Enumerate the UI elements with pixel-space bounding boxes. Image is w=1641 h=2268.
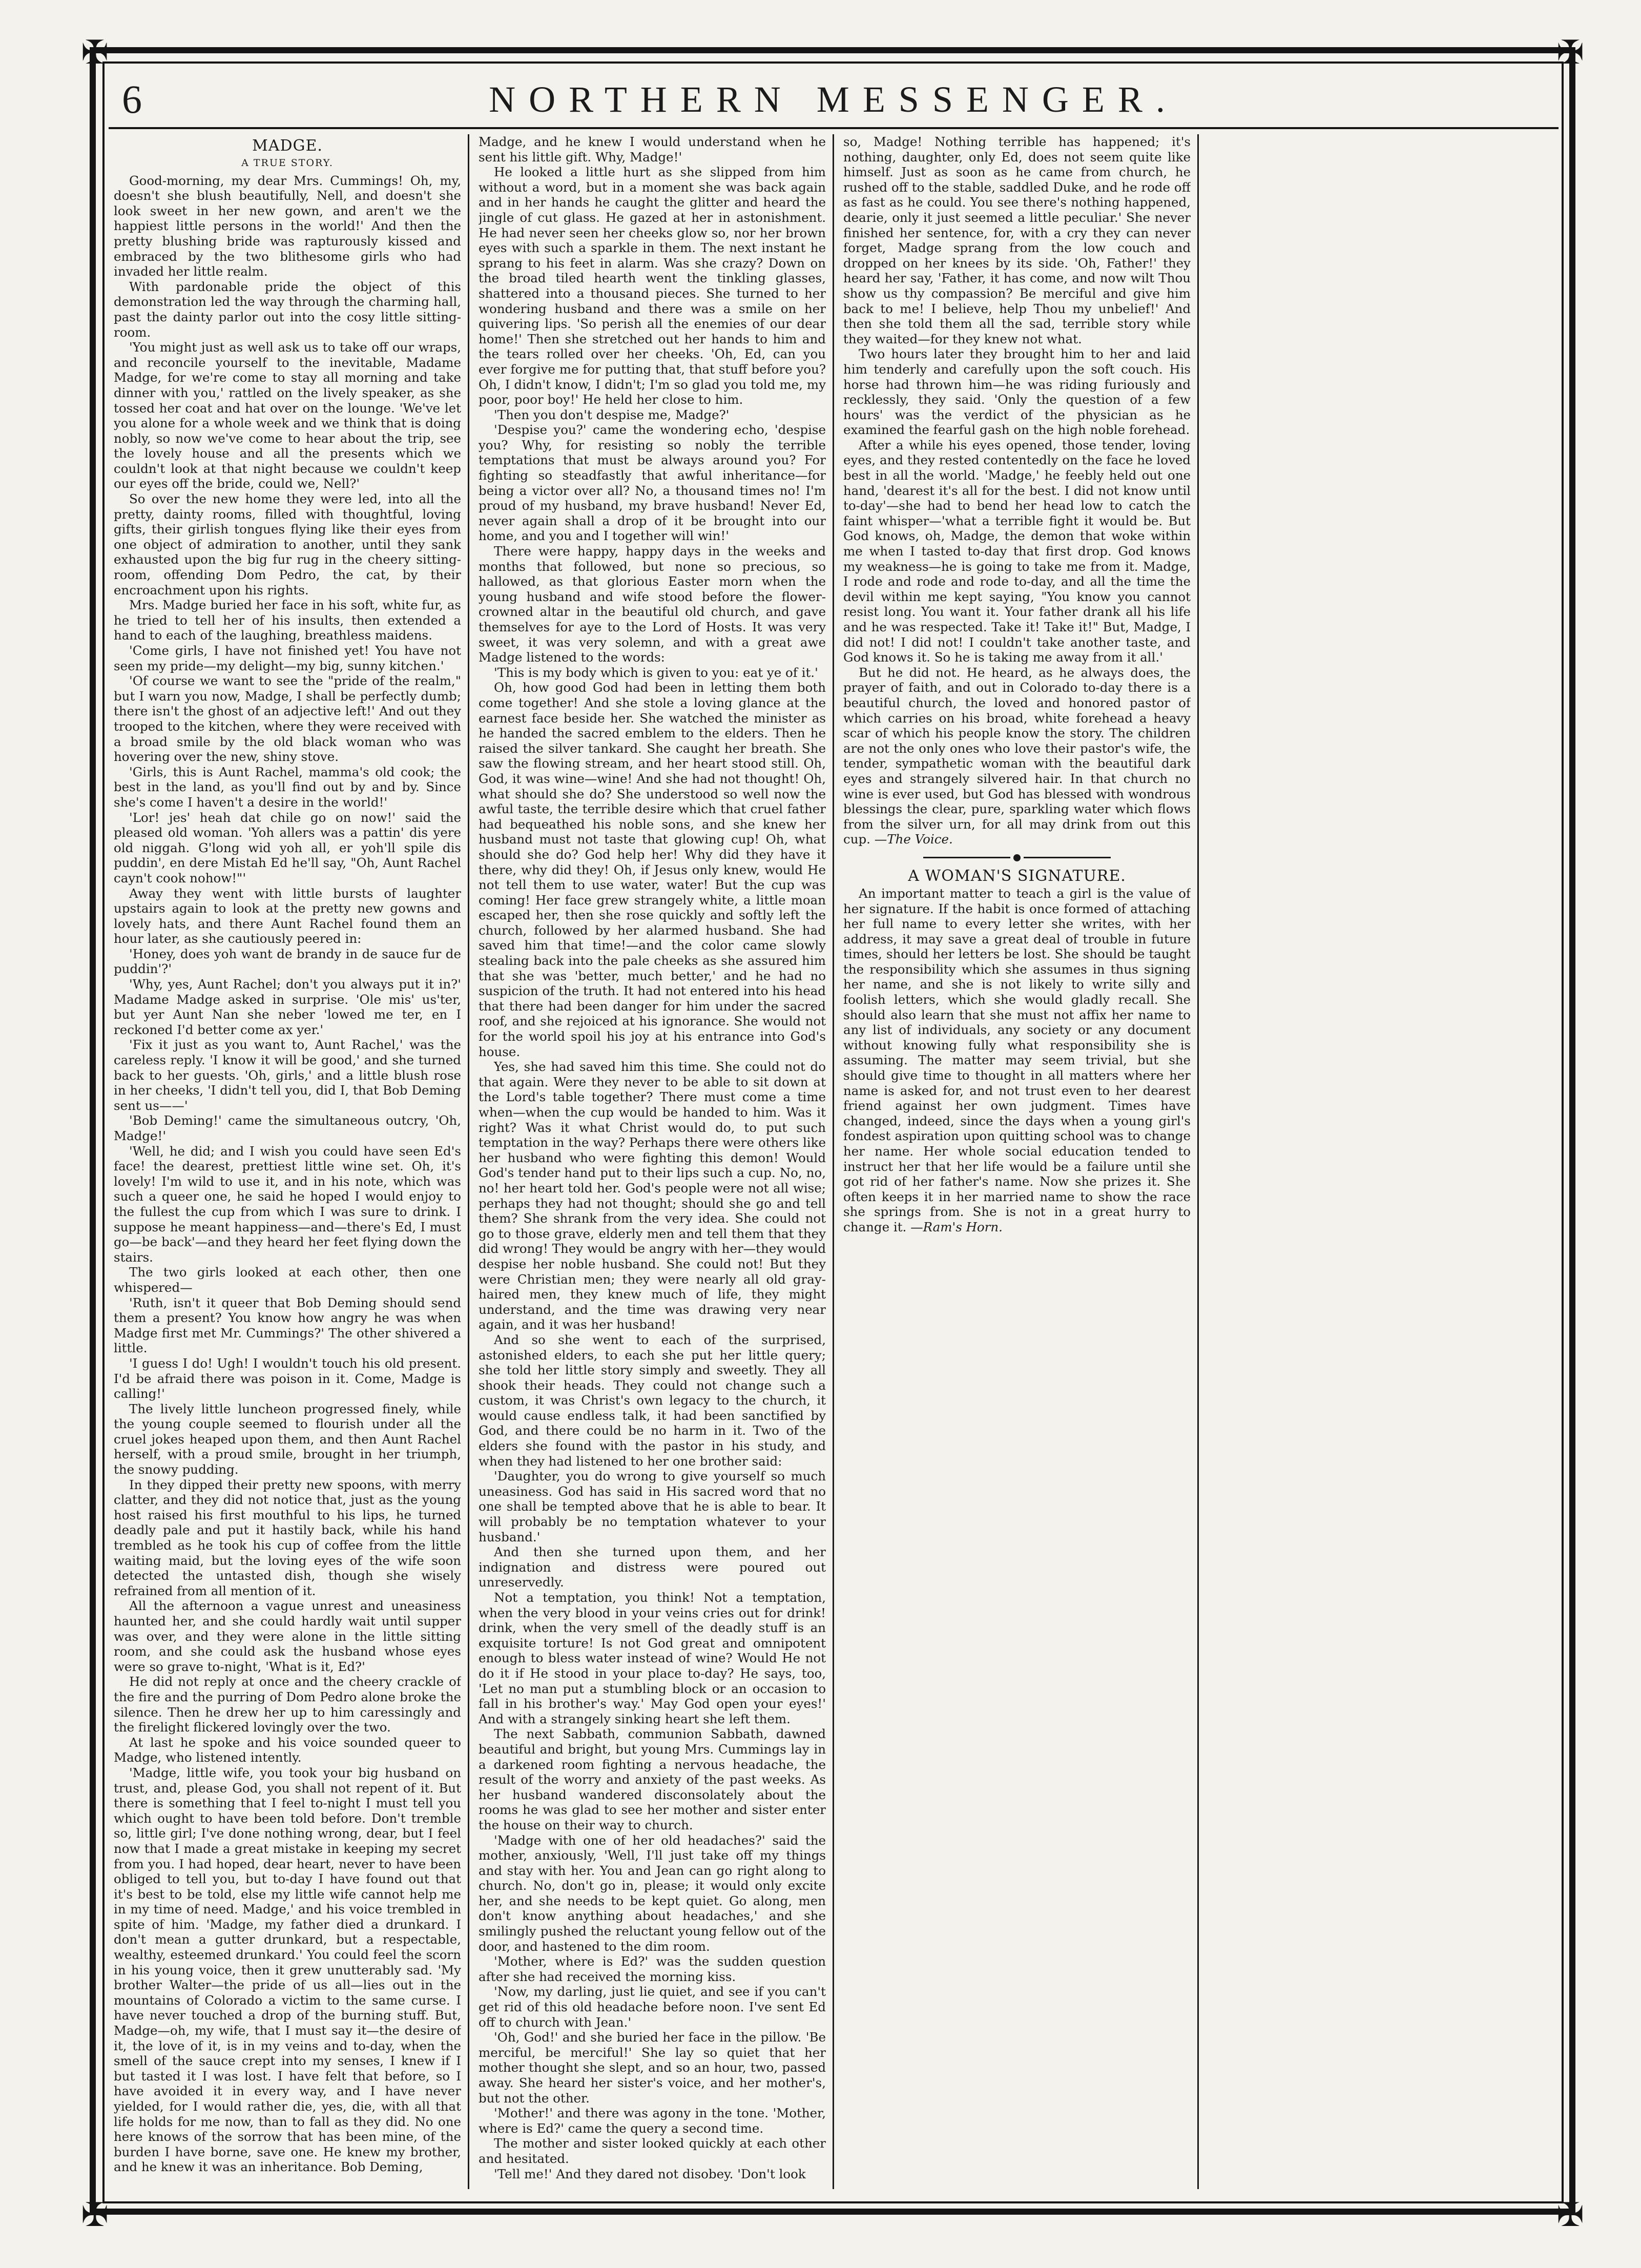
madge-paragraph: 'You might just as well ask us to take off our wraps, and reconcile yourself to the inevitable, Madame Madge, for we're come to stay all morning and take dinner with you,' rattled on the lively speaker, as she tossed her coat and hat over on the lounge. 'We've let you alone for a whole week and we think that is doing nobly, so now we've come to hear about the trip, see the lovely house and all the presents which we couldn't look at that night because we couldn't keep our eyes off the bride, could we, Nell?' xyxy=(114,340,461,491)
article-divider xyxy=(843,854,1191,861)
header-rule xyxy=(109,127,1559,129)
madge-paragraph: So over the new home they were led, into all the pretty, dainty rooms, filled with thoughtful, loving gifts, their girlish tongues flying like their eyes from one object of admiration to another, until they sank exhausted upon the big fur rug in the cheery sitting-room, offending Dom Pedro, the cat, by their encroachment upon his rights. xyxy=(114,491,461,597)
madge-paragraph: 'Mother!' and there was agony in the tone. 'Mother, where is Ed?' came the query a second time. xyxy=(479,2106,826,2136)
madge-paragraph: 'Despise you?' came the wondering echo, 'despise you? Why, for resisting so nobly the terrible temptations that must be always around you? For fighting so steadfastly that awful inheritance—for being a victor over all? No, a thousand times no! I'm proud of my husband, my brave husband! Never Ed, never again shall a drop of it be brought into our home, and you and I together will win!' xyxy=(479,422,826,544)
madge-paragraph: 'Now, my darling, just lie quiet, and see if you can't get rid of this old headache before noon. I've sent Ed off to church with Jean.' xyxy=(479,1984,826,2030)
madge-paragraph: All the afternoon a vague unrest and uneasiness haunted her, and she could hardly wait until supper was over, and they were alone in the little sitting room, and she could ask the husband whose eyes were so grave to-night, 'What is it, Ed?' xyxy=(114,1598,461,1674)
signature-source-credit: —Ram's Horn. xyxy=(910,1219,1003,1234)
madge-subtitle: A TRUE STORY. xyxy=(241,157,334,169)
madge-paragraph: 'Well, he did; and I wish you could have seen Ed's face! the dearest, prettiest little wine set. Oh, it's lovely! I'm wild to use it, and in his note, which was such a queer one, he said he hoped I would enjoy to the fullest the cup from which I was sure to drink. I suppose he meant happiness—and—there's Ed, I must go—be back'—and they heard her feet flying down the stairs. xyxy=(114,1143,461,1265)
madge-paragraph: so, Madge! Nothing terrible has happened; it's nothing, daughter, only Ed, does not seem quite like himself. Just as soon as he came from church, he rushed off to the stable, saddled Duke, and he rode off as fast as he could. You see there's nothing happened, dearie, only it just seemed a little peculiar.' She never finished her sentence, for, with a cry they can never forget, Madge sprang from the low couch and dropped on her knees by its side. 'Oh, Father!' they heard her say, 'Father, it has come, and now wilt Thou show us thy compassion? Be merciful and give him back to me! I believe, help Thou my unbelief!' And then she told them all the sad, terrible story while they waited—for they knew not what. xyxy=(843,134,1191,346)
madge-paragraph: Oh, how good God had been in letting them both come together! And she stole a loving glance at the earnest face beside her. She watched the minister as he handed the sacred emblem to the elders. Then he raised the silver tankard. She caught her breath. She saw the flowing stream, and her heart stood still. Oh, God, it was wine—wine! And she had not thought! Oh, what should she do? She understood so well now the awful taste, the terrible desire which that cruel father had bequeathed his noble sons, and she knew her husband must not taste that glowing cup! Oh, what should she do? God help her! Why did they have it there, why did they! Oh, if Jesus only knew, would He not tell them to use water, water! But the cup was coming! Her face grew strangely white, a little moan escaped her, then she rose quickly and softly left the church, followed by her alarmed husband. She had saved him that time!—and the color came slowly stealing back into the pale cheeks as she assured him that she was 'better, much better,' and he had no suspicion of the truth. It had not entered into his head that there had been danger for him under the sacred roof, and she rejoiced at his ignorance. She would not for the world spoil his joy at his entrance into God's house. xyxy=(479,680,826,1059)
madge-paragraph: 'Tell me!' And they dared not disobey. 'Don't look xyxy=(494,2166,806,2181)
madge-source-credit: —The Voice. xyxy=(874,832,953,847)
madge-paragraph: Yes, she had saved him this time. She could not do that again. Were they never to be able to sit down at the Lord's table together? There must come a time when—when the cup would be handed to him. Was it right? Was it what Christ would do, to put such temptation in the way? Perhaps there were others like her husband who were fighting this demon! Would God's tender hand put to their lips such a cup. No, no, no! her heart told her. God's people were not all wise; perhaps they had not thought; should she go and tell them? She shrank from the very idea. She could not go to those grave, elderly men and tell them that they did wrong! They would be angry with her—they would despise her noble husband. She could not! But they were Christian men; they were nearly all old gray-haired men, they knew much of life, they might understand, and the time was drawing very near again, and it was her husband! xyxy=(479,1059,826,1332)
masthead-title: NORTHERN MESSENGER. xyxy=(489,79,1178,120)
madge-paragraph: 'Lor! jes' heah dat chile go on now!' said the pleased old woman. 'Yoh allers was a pattin' dis yere old niggah. G'long wid yoh all, er yoh'll spile dis puddin', en dere Mistah Ed he'll say, "Oh, Aunt Rachel cayn't cook nohow!"' xyxy=(114,810,461,885)
madge-paragraph: With pardonable pride the object of this demonstration led the way through the charming hall, past the dainty parlor out into the cosy little sitting-room. xyxy=(114,279,461,340)
madge-paragraph: 'Oh, God!' and she buried her face in the pillow. 'Be merciful, be merciful!' She lay so quiet that her mother thought she slept, and so an hour, two, passed away. She heard her sister's voice, and her mother's, but not the other. xyxy=(479,2030,826,2106)
madge-paragraph: In they dipped their pretty new spoons, with merry clatter, and they did not notice that, just as the young host raised his first mouthful to his lips, he turned deadly pale and put it hastily back, while his hand trembled as he took his cup of coffee from the little waiting maid, but the loving eyes of the wife soon detected the untasted dish, though she wisely refrained from all mention of it. xyxy=(114,1477,461,1598)
madge-paragraph: After a while his eyes opened, those tender, loving eyes, and they rested contentedly on the face he loved best in all the world. 'Madge,' he feebly held out one hand, 'dearest it's all for the best. I did not know until to-day'—she had to bend her head low to catch the faint whisper—'what a terrible fight it would be. But God knows, oh, Madge, the demon that woke within me when I tasted to-day that first drop. God knows my weakness—he is going to take me from it. Madge, I rode and rode and rode to-day, and all the time the devil within me kept saying, "You know you cannot resist long. You want it. Your father drank all his life and he was respected. Take it! Take it!" But, Madge, I did not! I did not! I couldn't take another taste, and God knows it. So he is taking me away from it all.' xyxy=(843,437,1191,665)
top-left-ornament-icon: ✠ xyxy=(81,34,109,72)
madge-paragraph: He looked a little hurt as she slipped from him without a word, but in a moment she was back again and in her hands he caught the glitter and heard the jingle of cut glass. He gazed at her in astonishment. He had never seen her cheeks glow so, nor her brown eyes with such a sparkle in them. The next instant he sprang to his feet in alarm. Was she crazy? Down on the broad tiled hearth went the tinkling glasses, shattered into a thousand pieces. She turned to her wondering husband and there was a smile on her quivering lips. 'So perish all the enemies of our dear home!' Then she stretched out her hands to him and the tears rolled over her cheeks. 'Oh, Ed, can you ever forgive me for putting that, that stuff before you? Oh, I didn't know, I didn't; I'm so glad you told me, my poor, poor boy!' He held her close to him. xyxy=(479,164,826,407)
madge-paragraph: The two girls looked at each other, then one whispered— xyxy=(114,1265,461,1295)
madge-paragraph: He did not reply at once and the cheery crackle of the fire and the purring of Dom Pedro alone broke the silence. Then he drew her up to him caressingly and the firelight flickered lovingly over the two. xyxy=(114,1674,461,1735)
madge-title: MADGE. xyxy=(252,137,323,155)
article-columns xyxy=(109,134,1559,2189)
madge-paragraph: And so she went to each of the surprised, astonished elders, to each she put her little query; she told her little story simply and sweetly. They all shook their heads. They could not change such a custom, it was Christ's own legacy to the church, it would cause endless talk, it had been sanctified by God, and there could be no harm in it. Two of the elders she found with the pastor in his study, and when they had listened to her one brother said: xyxy=(479,1332,826,1469)
madge-paragraph: 'Then you don't despise me, Madge?' xyxy=(494,407,730,422)
madge-paragraph: 'Honey, does yoh want de brandy in de sauce fur de puddin'?' xyxy=(114,946,461,977)
madge-paragraph: 'I guess I do! Ugh! I wouldn't touch his old present. I'd be afraid there was poison in it. Come, Madge is calling!' xyxy=(114,1355,461,1401)
signature-title: A WOMAN'S SIGNATURE. xyxy=(908,867,1126,885)
madge-paragraph: But he did not. He heard, as he always does, the prayer of faith, and out in Colorado to-day there is a beautiful church, the loved and honored pastor of which carries on his broad, white forehead a heavy scar of which his people know the story. The children are not the only ones who love their pastor's wife, the tender, sympathetic woman with the beautiful dark eyes and strangely silvered hair. In that church no wine is ever used, but God has blessed with wondrous blessings the clear, pure, sparkling water which flows from the silver urn, for all may drink from out this cup. —The Voice. xyxy=(843,665,1191,847)
column-divider xyxy=(468,134,469,2189)
madge-paragraph: The lively little luncheon progressed finely, while the young couple seemed to flourish under all the cruel jokes heaped upon them, and then Aunt Rachel herself, with a proud smile, brought in her triumph, the snowy pudding. xyxy=(114,1401,461,1477)
madge-paragraph: Not a temptation, you think! Not a temptation, when the very blood in your veins cries out for drink! drink, when the very smell of the deadly stuff is an exquisite torture! Is not God great and omnipotent enough to bless water instead of wine? Would He not do it if He stood in your place to-day? He says, too, 'Let no man put a stumbling block or an occasion to fall in his brother's way.' May God open your eyes!' And with a strangely sinking heart she left them. xyxy=(479,1590,826,1726)
column-2 xyxy=(479,134,826,2189)
madge-paragraph: 'Mother, where is Ed?' was the sudden question after she had received the morning kiss. xyxy=(479,1954,826,1984)
madge-paragraph: 'Of course we want to see the "pride of the realm," but I warn you now, Madge, I shall be perfectly dumb; there isn't the ghost of an adjective left!' And out they trooped to the kitchen, where they were received with a broad smile by the old black woman who was hovering over the new, shiny stove. xyxy=(114,673,461,765)
madge-paragraph: The mother and sister looked quickly at each other and hesitated. xyxy=(479,2136,826,2166)
column-3 xyxy=(843,134,1191,2189)
madge-paragraph: The next Sabbath, communion Sabbath, dawned beautiful and bright, but young Mrs. Cummings lay in a darkened room fighting a nervous headache, the result of the worry and anxiety of the past weeks. As her husband wandered disconsolately about the rooms he was glad to see her mother and sister enter the house on their way to church. xyxy=(479,1726,826,1832)
madge-paragraph: At last he spoke and his voice sounded queer to Madge, who listened intently. xyxy=(114,1735,461,1765)
bottom-left-ornament-icon: ✠ xyxy=(81,2196,109,2234)
madge-paragraph: There were happy, happy days in the weeks and months that followed, but none so precious, so hallowed, as that glorious Easter morn when the young husband and wife stood before the flower-crowned altar in the beautiful old church, and gave themselves for aye to the Lord of Hosts. It was very sweet, it was very solemn, and with a great awe Madge listened to the words: xyxy=(479,544,826,665)
madge-paragraph: 'Fix it just as you want to, Aunt Rachel,' was the careless reply. 'I know it will be good,' and she turned back to her guests. 'Oh, girls,' and a little blush rose in her cheeks, 'I didn't tell you, did I, that Bob Deming sent us——' xyxy=(114,1037,461,1113)
madge-paragraph: 'Come girls, I have not finished yet! You have not seen my pride—my delight—my big, sunny kitchen.' xyxy=(114,643,461,673)
column-1 xyxy=(114,134,461,2189)
madge-paragraph: 'Ruth, isn't it queer that Bob Deming should send them a present? You know how angry he was when Madge first met Mr. Cummings?' The other shivered a little. xyxy=(114,1295,461,1356)
madge-paragraph: Good-morning, my dear Mrs. Cummings! Oh, my, doesn't she blush beautifully, Nell, and doesn't she look sweet in her new gown, and aren't we the happiest little persons in the world!' And then the pretty blushing bride was rapturously kissed and embraced by the two blithesome girls who had invaded her little realm. xyxy=(114,173,461,279)
top-right-ornament-icon: ✠ xyxy=(1556,34,1584,72)
column-4 xyxy=(1208,134,1555,2189)
bottom-right-ornament-icon: ✠ xyxy=(1556,2196,1584,2234)
madge-paragraph: And then she turned upon them, and her indignation and distress were poured out unreservedly. xyxy=(479,1544,826,1590)
madge-paragraph: 'Daughter, you do wrong to give yourself so much uneasiness. God has said in His sacred word that no one shall be tempted above that he is able to bear. It will probably be no temptation whatever to your husband.' xyxy=(479,1469,826,1544)
madge-paragraph: 'Madge, little wife, you took your big husband on trust, and, please God, you shall not repent of it. But there is something that I feel to-night I must tell you which ought to have been told before. Don't tremble so, little girl; I've done nothing wrong, dear, but I feel now that I made a great mistake in keeping my secret from you. I had hoped, dear heart, never to have been obliged to tell you, but to-day I have found out that it's best to be told, else my little wife cannot help me in my time of need. Madge,' and his voice trembled in spite of him. 'Madge, my father died a drunkard. I don't mean a gutter drunkard, but a respectable, wealthy, esteemed drunkard.' You could feel the scorn in his young voice, then it grew unutterably sad. 'My brother Walter—the pride of us all—lies out in the mountains of Colorado a victim to the same curse. I have never touched a drop of the burning stuff. But, Madge—oh, my wife, that I must say it—the desire of it, the love of it, is in my veins and to-day, when the smell of the sauce crept into my senses, I knew if I but tasted it I was lost. I have felt that before, so I have avoided it in every way, and I have never yielded, for I would rather die, yes, die, with all that life holds for me now, than to fall as they did. No one here knows of the sorrow that has been mine, of the burden I have borne, save one. He knew my brother, and he knew it was an inheritance. Bob Deming, xyxy=(114,1765,461,2175)
madge-paragraph: Madge, and he knew I would understand when he sent his little gift. Why, Madge!' xyxy=(479,134,826,164)
madge-paragraph: 'Madge with one of her old headaches?' said the mother, anxiously, 'Well, I'll just take off my things and stay with her. You and Jean can go right along to church. No, don't go in, please; it would only excite her, and she needs to be kept quiet. Go along, men don't know anything about headaches,' and she smilingly pushed the reluctant young fellow out of the door, and hastened to the dim room. xyxy=(479,1832,826,1954)
madge-paragraph: Away they went with little bursts of laughter upstairs again to look at the pretty new gowns and lovely hats, and there Aunt Rachel found them an hour later, as she cautiously peered in: xyxy=(114,885,461,946)
signature-paragraph: An important matter to teach a girl is the value of her signature. If the habit is once formed of attaching her full name to every letter she writes, with her address, it may save a great deal of trouble in future times, should her letters be lost. She should be taught the responsibility which she assumes in thus signing her name, and she is not likely to write silly and foolish letters, which she would gladly recall. She should also learn that she must not affix her name to any list of individuals, any society or any document without knowing fully what responsibility she is assuming. The matter may seem trivial, but she should give time to thought in all matters where her name is asked for, and not trust even to her dearest friend against her own judgment. Times have changed, indeed, since the days when a young girl's fondest aspiration upon quitting school was to change her name. Her whole social education tended to instruct her that her life would be a failure until she got rid of her father's name. Now she prizes it. She often keeps it in her married name to show the race she springs from. She is not in a great hurry to change it. —Ram's Horn. xyxy=(843,885,1191,1234)
madge-paragraph: 'Why, yes, Aunt Rachel; don't you always put it in?' Madame Madge asked in surprise. 'Ole mis' us'ter, but yer Aunt Nan she neber 'lowed me ter, en I reckoned I'd better come ax yer.' xyxy=(114,977,461,1037)
madge-paragraph: Two hours later they brought him to her and laid him tenderly and carefully upon the soft couch. His horse had thrown him—he was riding furiously and recklessly, they said. 'Only the question of a few hours' was the verdict of the physician as he examined the fearful gash on the high noble forehead. xyxy=(843,346,1191,438)
madge-paragraph: Mrs. Madge buried her face in his soft, white fur, as he tried to tell her of his insults, then extended a hand to each of the laughing, breathless maidens. xyxy=(114,597,461,643)
column-divider xyxy=(833,134,834,2189)
madge-paragraph: 'Bob Deming!' came the simultaneous outcry, 'Oh, Madge!' xyxy=(114,1113,461,1143)
madge-paragraph: 'Girls, this is Aunt Rachel, mamma's old cook; the best in the land, as you'll find out by and by. Since she's come I haven't a desire in the world!' xyxy=(114,764,461,810)
page-header xyxy=(109,76,1559,123)
madge-paragraph: 'This is my body which is given to you: eat ye of it.' xyxy=(494,665,818,680)
page-number: 6 xyxy=(122,77,142,121)
column-divider xyxy=(1197,134,1199,2189)
